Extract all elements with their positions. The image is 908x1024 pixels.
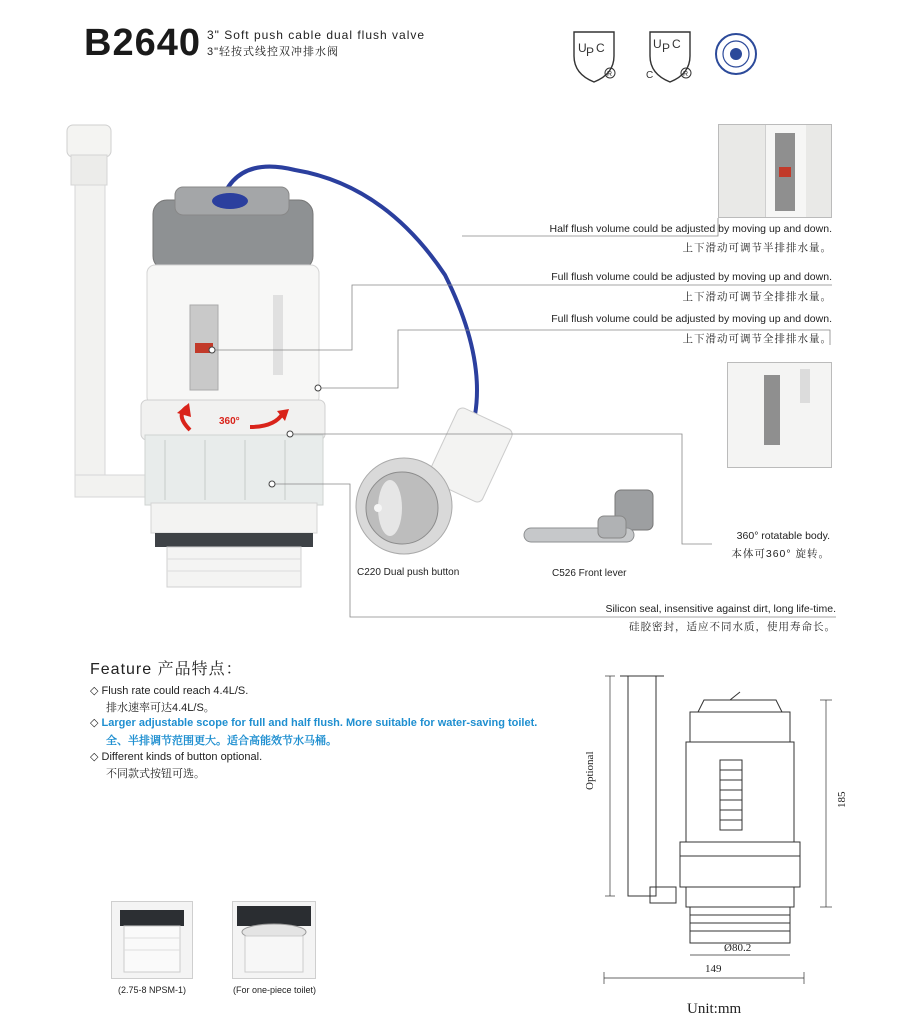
bullet-icon: ◇ xyxy=(90,685,99,697)
subtitle-zh: 3"轻按式线控双冲排水阀 xyxy=(207,46,340,58)
half-flush-note-zh: 上下滑动可调节半排排水量。 xyxy=(682,242,832,254)
full-flush-note-1-zh: 上下滑动可调节全排排水量。 xyxy=(682,291,832,303)
feature-item-2 xyxy=(90,716,537,729)
svg-text:P: P xyxy=(662,41,671,55)
svg-text:C: C xyxy=(596,41,605,55)
full-flush-note-2-en: Full flush volume could be adjusted by moving up and down. xyxy=(551,313,832,325)
feature-item-3-zh: 不同款式按钮可选。 xyxy=(106,768,205,780)
feature-item-1-en: Flush rate could reach 4.4L/S. xyxy=(101,685,249,697)
svg-text:U: U xyxy=(653,37,662,51)
width-dimension-label: 149 xyxy=(705,963,722,975)
bullet-icon: ◇ xyxy=(90,717,99,729)
feature-item-3-en: Different kinds of button optional. xyxy=(101,751,263,763)
front-lever-caption: C526 Front lever xyxy=(552,568,627,579)
svg-text:R: R xyxy=(683,71,689,78)
one-piece-base-thumbnail xyxy=(232,901,316,979)
push-button-caption: C220 Dual push button xyxy=(357,567,460,578)
optional-dimension-label: Optional xyxy=(584,751,596,790)
feature-item-1-zh: 排水速率可达4.4L/S。 xyxy=(106,702,215,714)
feature-item-3 xyxy=(90,750,262,763)
unit-label: Unit:mm xyxy=(687,1001,742,1017)
svg-text:P: P xyxy=(586,45,595,59)
technical-drawing xyxy=(590,660,840,1000)
rotatable-note-en: 360° rotatable body. xyxy=(736,530,830,542)
feature-title: Feature 产品特点： xyxy=(90,661,243,678)
svg-text:C: C xyxy=(672,37,681,51)
svg-text:C: C xyxy=(646,70,654,81)
feature-item-2-zh: 全、半排调节范围更大。适合高能效节水马桶。 xyxy=(106,735,337,747)
full-flush-note-1-en: Full flush volume could be adjusted by moving up and down. xyxy=(551,271,832,283)
full-flush-note-2-zh: 上下滑动可调节全排排水量。 xyxy=(682,333,832,345)
rotation-badge: 360° xyxy=(219,416,240,427)
diameter-dimension-label: Ø80.2 xyxy=(724,942,752,954)
silicon-seal-note-zh: 硅胶密封，适应不同水质，使用寿命长。 xyxy=(629,621,836,633)
model-number: B2640 xyxy=(84,22,201,64)
threaded-base-caption: (2.75-8 NPSM-1) xyxy=(118,985,187,995)
subtitle-en: 3" Soft push cable dual flush valve xyxy=(207,28,426,42)
silicon-seal-note-en: Silicon seal, insensitive against dirt, long life-time. xyxy=(605,603,836,615)
height-dimension-label: 185 xyxy=(836,791,848,808)
feature-item-2-en: Larger adjustable scope for full and half flush. More suitable for water-saving toilet. xyxy=(101,717,538,729)
threaded-base-thumbnail xyxy=(111,901,193,979)
upc-logo-text: U xyxy=(578,41,587,55)
rotatable-note-zh: 本体可360° 旋转。 xyxy=(731,548,830,560)
bullet-icon: ◇ xyxy=(90,751,99,763)
feature-item-1 xyxy=(90,684,248,697)
svg-text:R: R xyxy=(607,71,613,78)
one-piece-base-caption: (For one-piece toilet) xyxy=(233,985,317,995)
half-flush-note-en: Half flush volume could be adjusted by moving up and down. xyxy=(549,223,832,235)
